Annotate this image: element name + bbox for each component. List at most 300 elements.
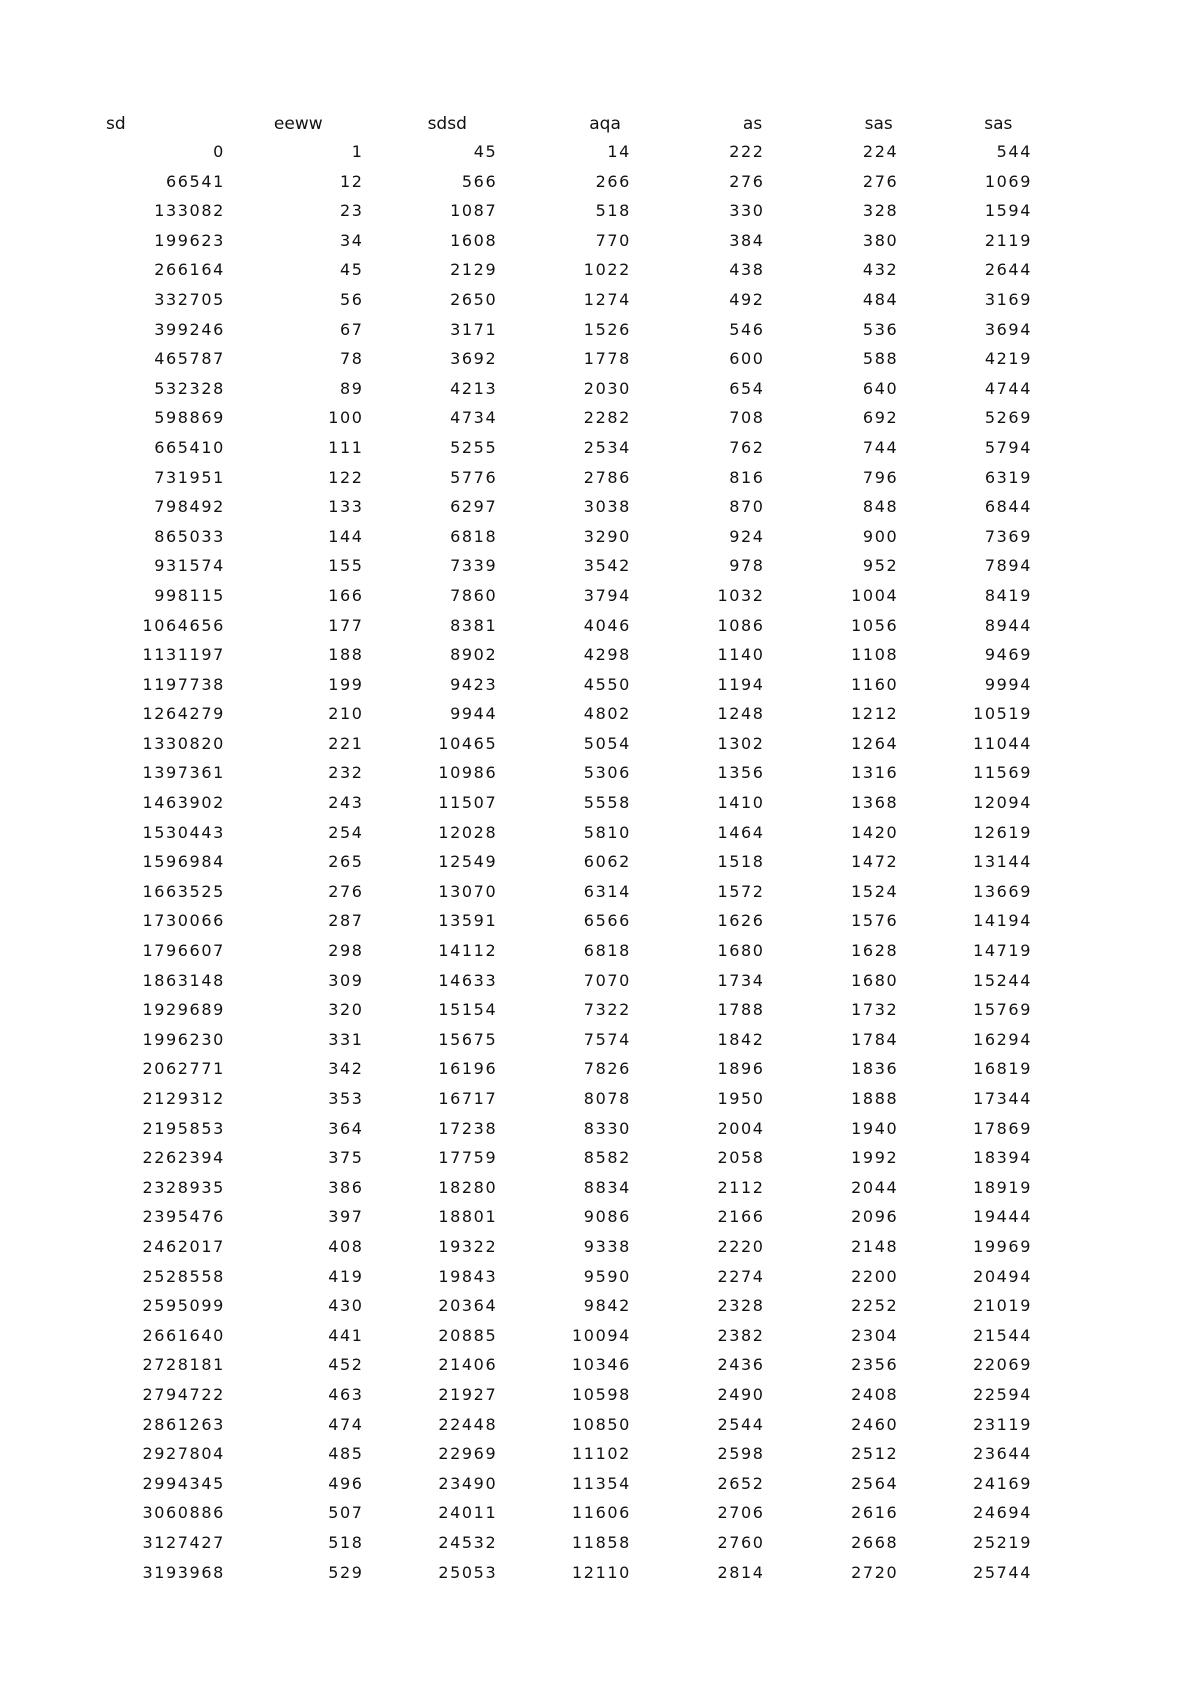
table-cell: 1778 — [583, 349, 631, 369]
table-cell: 1274 — [583, 289, 631, 309]
table-cell: 11102 — [572, 1444, 631, 1464]
table-cell: 144 — [328, 526, 364, 546]
table-cell: 2598 — [717, 1444, 765, 1464]
table-row — [96, 906, 1036, 936]
table-cell: 2544 — [717, 1414, 765, 1434]
table-cell: 13070 — [438, 881, 498, 901]
table-cell: 21927 — [438, 1384, 498, 1404]
table-row — [96, 551, 1036, 581]
column-header-sas-2: sas — [984, 114, 1013, 134]
table-cell: 199 — [328, 674, 364, 694]
table-cell: 1064656 — [142, 615, 225, 635]
table-cell: 89 — [340, 378, 364, 398]
table-row — [96, 315, 1036, 345]
table-cell: 353 — [328, 1089, 364, 1108]
table-cell: 21544 — [973, 1325, 1032, 1345]
table-cell: 10465 — [438, 733, 498, 753]
table-cell: 2512 — [851, 1444, 899, 1464]
table-cell: 692 — [862, 408, 899, 428]
table-cell: 4219 — [984, 349, 1032, 369]
table-cell: 1316 — [851, 763, 899, 783]
table-cell: 1996230 — [142, 1029, 225, 1049]
table-cell: 7826 — [583, 1059, 631, 1079]
table-cell: 16196 — [438, 1059, 498, 1079]
table-cell: 9423 — [450, 674, 498, 694]
table-cell: 6314 — [583, 881, 631, 901]
table-cell: 17238 — [438, 1118, 498, 1138]
table-cell: 15769 — [973, 1000, 1032, 1020]
header-row — [96, 111, 1036, 137]
table-cell: 1330820 — [142, 733, 225, 753]
table-cell: 1594 — [984, 201, 1032, 221]
table-cell: 1410 — [717, 793, 765, 813]
table-cell: 11606 — [572, 1503, 631, 1523]
table-cell: 2262394 — [142, 1148, 225, 1168]
table-cell: 9590 — [583, 1266, 631, 1286]
table-row — [96, 1232, 1036, 1262]
table-cell: 18280 — [438, 1177, 498, 1197]
table-row — [96, 670, 1036, 700]
table-cell: 1140 — [717, 645, 765, 665]
table-row — [96, 1528, 1036, 1558]
table-cell: 380 — [862, 230, 899, 250]
table-cell: 25744 — [973, 1562, 1032, 1582]
table-cell: 6297 — [450, 497, 498, 517]
table-cell: 16819 — [973, 1059, 1032, 1079]
table-cell: 4734 — [450, 408, 498, 428]
table-cell: 25053 — [438, 1562, 498, 1582]
table-cell: 1022 — [583, 260, 631, 280]
table-cell: 5810 — [583, 822, 631, 842]
table-row — [96, 758, 1036, 788]
table-cell: 1248 — [717, 704, 765, 724]
table-cell: 1086 — [717, 615, 765, 635]
table-cell: 243 — [328, 793, 364, 813]
table-cell: 78 — [340, 349, 364, 369]
column-header-sd: sd — [106, 114, 126, 134]
table-cell: 2460 — [851, 1414, 899, 1434]
table-cell: 2616 — [851, 1503, 899, 1523]
table-cell: 9994 — [984, 674, 1032, 694]
table-cell: 25219 — [973, 1532, 1032, 1552]
table-cell: 11569 — [973, 763, 1032, 783]
table-row — [96, 1380, 1036, 1410]
table-cell: 10598 — [572, 1384, 631, 1404]
table-cell: 1087 — [450, 201, 498, 221]
table-row — [96, 1114, 1036, 1144]
table-cell: 1463902 — [142, 793, 225, 813]
table-cell: 1572 — [717, 881, 765, 901]
table-cell: 8582 — [583, 1148, 631, 1168]
table-cell: 16294 — [973, 1029, 1032, 1049]
table-cell: 287 — [328, 911, 364, 931]
table-cell: 5794 — [984, 437, 1032, 457]
table-cell: 7070 — [583, 970, 631, 990]
table-row — [96, 936, 1036, 966]
table-cell: 2595099 — [142, 1296, 225, 1316]
column-header-sdsd: sdsd — [427, 114, 467, 134]
table-cell: 4744 — [984, 378, 1032, 398]
table-cell: 4298 — [583, 645, 631, 665]
table-cell: 9842 — [583, 1296, 631, 1316]
table-cell: 10850 — [572, 1414, 631, 1434]
table-cell: 1524 — [851, 881, 899, 901]
table-row — [96, 522, 1036, 552]
table-cell: 397 — [328, 1207, 364, 1227]
table-cell: 2994345 — [142, 1473, 225, 1493]
table-row — [96, 433, 1036, 463]
table-cell: 3127427 — [142, 1532, 225, 1552]
table-cell: 18801 — [438, 1207, 498, 1227]
table-cell: 8902 — [450, 645, 498, 665]
table-cell: 1732 — [851, 1000, 899, 1020]
table-cell: 10986 — [438, 763, 498, 783]
table-cell: 1784 — [851, 1029, 899, 1049]
table-cell: 7860 — [450, 585, 498, 605]
table-cell: 2058 — [717, 1148, 765, 1168]
table-cell: 384 — [729, 230, 765, 250]
table-cell: 1992 — [851, 1148, 899, 1168]
table-cell: 11507 — [438, 793, 498, 813]
table-cell: 8078 — [583, 1089, 631, 1108]
table-cell: 2252 — [851, 1296, 899, 1316]
table-cell: 2304 — [851, 1325, 899, 1345]
table-row — [96, 966, 1036, 996]
table-cell: 430 — [328, 1296, 364, 1316]
table-cell: 22969 — [438, 1444, 498, 1464]
table-cell: 15244 — [973, 970, 1032, 990]
table-cell: 1 — [351, 142, 364, 161]
table-row — [96, 1469, 1036, 1499]
table-row — [96, 729, 1036, 759]
table-cell: 364 — [328, 1118, 364, 1138]
table-row — [96, 374, 1036, 404]
table-row — [96, 1498, 1036, 1528]
table-cell: 2408 — [851, 1384, 899, 1404]
table-row — [96, 847, 1036, 877]
table-cell: 870 — [729, 497, 765, 517]
table-cell: 1197738 — [142, 674, 225, 694]
table-cell: 1264 — [851, 733, 899, 753]
table-cell: 399246 — [154, 319, 225, 339]
table-cell: 1264279 — [142, 704, 225, 724]
table-cell: 463 — [328, 1384, 364, 1404]
table-cell: 2004 — [717, 1118, 765, 1138]
table-cell: 8381 — [450, 615, 498, 635]
table-cell: 13144 — [973, 852, 1032, 872]
table-cell: 276 — [729, 171, 765, 191]
table-cell: 2861263 — [142, 1414, 225, 1434]
table-cell: 3794 — [583, 585, 631, 605]
table-cell: 222 — [729, 142, 765, 161]
table-cell: 2112 — [717, 1177, 765, 1197]
table-cell: 438 — [729, 260, 765, 280]
table-cell: 2652 — [717, 1473, 765, 1493]
table-cell: 1397361 — [142, 763, 225, 783]
table-cell: 1004 — [851, 585, 899, 605]
table-cell: 546 — [729, 319, 765, 339]
table-cell: 23644 — [973, 1444, 1032, 1464]
table-cell: 21019 — [973, 1296, 1032, 1316]
table-cell: 17869 — [973, 1118, 1032, 1138]
table-row — [96, 463, 1036, 493]
table-cell: 2661640 — [142, 1325, 225, 1345]
table-cell: 100 — [328, 408, 364, 428]
table-cell: 731951 — [154, 467, 225, 487]
table-cell: 45 — [473, 142, 498, 161]
table-cell: 665410 — [154, 437, 225, 457]
table-row — [96, 1410, 1036, 1440]
table-cell: 2166 — [717, 1207, 765, 1227]
table-cell: 23490 — [438, 1473, 498, 1493]
table-cell: 9338 — [583, 1236, 631, 1256]
table-cell: 1863148 — [142, 970, 225, 990]
table-cell: 2927804 — [142, 1444, 225, 1464]
table-cell: 3694 — [984, 319, 1032, 339]
table-row — [96, 196, 1036, 226]
table-cell: 588 — [862, 349, 899, 369]
table-cell: 816 — [729, 467, 765, 487]
table-row — [96, 1350, 1036, 1380]
table-cell: 544 — [996, 142, 1032, 161]
table-cell: 12110 — [572, 1562, 631, 1582]
table-cell: 1730066 — [142, 911, 225, 931]
table-cell: 865033 — [154, 526, 225, 546]
table-cell: 3060886 — [142, 1503, 225, 1523]
column-header-aqa: aqa — [589, 114, 621, 134]
table-cell: 1608 — [450, 230, 498, 250]
table-cell: 2119 — [984, 230, 1032, 250]
table-cell: 9469 — [984, 645, 1032, 665]
table-cell: 11858 — [572, 1532, 631, 1552]
table-cell: 266 — [595, 171, 631, 191]
table-cell: 2274 — [717, 1266, 765, 1286]
table-cell: 2282 — [583, 408, 631, 428]
table-row — [96, 995, 1036, 1025]
table-row — [96, 226, 1036, 256]
table-cell: 2030 — [583, 378, 631, 398]
table-cell: 496 — [328, 1473, 364, 1493]
table-cell: 23119 — [973, 1414, 1032, 1434]
table-cell: 155 — [328, 556, 364, 576]
table-cell: 20494 — [973, 1266, 1032, 1286]
table-cell: 1628 — [851, 941, 899, 961]
table-cell: 122 — [328, 467, 364, 487]
table-cell: 2200 — [851, 1266, 899, 1286]
table-cell: 1472 — [851, 852, 899, 872]
table-cell: 2382 — [717, 1325, 765, 1345]
table-cell: 924 — [729, 526, 765, 546]
table-cell: 2644 — [984, 260, 1032, 280]
table-cell: 3542 — [583, 556, 631, 576]
table-cell: 900 — [862, 526, 899, 546]
table-cell: 2462017 — [142, 1236, 225, 1256]
table-cell: 2395476 — [142, 1207, 225, 1227]
table-cell: 566 — [461, 171, 498, 191]
table-cell: 1950 — [717, 1089, 765, 1108]
table-cell: 342 — [328, 1059, 364, 1079]
table-cell: 332705 — [154, 289, 225, 309]
table-cell: 166 — [328, 585, 364, 605]
table-cell: 474 — [328, 1414, 364, 1434]
table-cell: 2436 — [717, 1355, 765, 1375]
table-cell: 10519 — [973, 704, 1032, 724]
table-cell: 952 — [862, 556, 899, 576]
table-cell: 12094 — [973, 793, 1032, 813]
table-cell: 598869 — [154, 408, 225, 428]
table-row — [96, 255, 1036, 285]
table-cell: 6319 — [984, 467, 1032, 487]
table-row — [96, 167, 1036, 197]
table-cell: 998115 — [154, 585, 225, 605]
table-row — [96, 344, 1036, 374]
table-cell: 19843 — [438, 1266, 498, 1286]
table-cell: 14112 — [438, 941, 498, 961]
table-cell: 2706 — [717, 1503, 765, 1523]
table-cell: 67 — [340, 319, 364, 339]
table-cell: 2668 — [851, 1532, 899, 1552]
table-cell: 1596984 — [142, 852, 225, 872]
table-cell: 7894 — [984, 556, 1032, 576]
table-cell: 654 — [729, 378, 765, 398]
table-cell: 1888 — [851, 1089, 899, 1108]
table-cell: 432 — [862, 260, 899, 280]
table-cell: 1796607 — [142, 941, 225, 961]
table-cell: 1069 — [984, 171, 1032, 191]
table-cell: 5776 — [450, 467, 498, 487]
table-cell: 24169 — [973, 1473, 1032, 1493]
table-row — [96, 285, 1036, 315]
table-cell: 2148 — [851, 1236, 899, 1256]
table-cell: 4802 — [583, 704, 631, 724]
table-row — [96, 818, 1036, 848]
table-cell: 1836 — [851, 1059, 899, 1079]
table-cell: 1734 — [717, 970, 765, 990]
table-cell: 20364 — [438, 1296, 498, 1316]
table-cell: 6818 — [450, 526, 498, 546]
table-cell: 328 — [862, 201, 899, 221]
table-cell: 452 — [328, 1355, 364, 1375]
table-cell: 221 — [328, 733, 364, 753]
table-cell: 13669 — [973, 881, 1032, 901]
table-row — [96, 1262, 1036, 1292]
table-cell: 2534 — [583, 437, 631, 457]
table-cell: 9944 — [450, 704, 498, 724]
table-cell: 2786 — [583, 467, 631, 487]
table-cell: 24532 — [438, 1532, 498, 1552]
table-row — [96, 611, 1036, 641]
table-cell: 2062771 — [142, 1059, 225, 1079]
table-cell: 7574 — [583, 1029, 631, 1049]
table-cell: 276 — [862, 171, 899, 191]
table-cell: 7322 — [583, 1000, 631, 1020]
table-cell: 4550 — [583, 674, 631, 694]
table-cell: 254 — [328, 822, 364, 842]
table-cell: 708 — [729, 408, 765, 428]
table-cell: 1464 — [717, 822, 765, 842]
table-cell: 8944 — [984, 615, 1032, 635]
table-cell: 22594 — [973, 1384, 1032, 1404]
table-cell: 375 — [328, 1148, 364, 1168]
table-cell: 14194 — [973, 911, 1032, 931]
column-header-sas-1: sas — [864, 114, 893, 134]
table-cell: 210 — [328, 704, 364, 724]
table-cell: 17344 — [973, 1089, 1032, 1108]
table-cell: 14633 — [438, 970, 498, 990]
table-cell: 45 — [340, 260, 364, 280]
table-cell: 13591 — [438, 911, 498, 931]
table-cell: 3171 — [450, 319, 498, 339]
table-cell: 23 — [340, 201, 364, 221]
table-cell: 1108 — [851, 645, 899, 665]
table-row — [96, 581, 1036, 611]
table-cell: 1356 — [717, 763, 765, 783]
table-cell: 12549 — [438, 852, 498, 872]
table-body — [96, 137, 1036, 1587]
table-cell: 6062 — [583, 852, 631, 872]
table-cell: 2356 — [851, 1355, 899, 1375]
table-cell: 507 — [328, 1503, 364, 1523]
table-cell: 11044 — [973, 733, 1032, 753]
table-cell: 6844 — [984, 497, 1032, 517]
table-row — [96, 1054, 1036, 1084]
table-cell: 419 — [328, 1266, 364, 1286]
table-row — [96, 877, 1036, 907]
table-row — [96, 1025, 1036, 1055]
table-cell: 10346 — [572, 1355, 631, 1375]
table-cell: 177 — [328, 615, 364, 635]
table-cell: 133082 — [154, 201, 225, 221]
table-cell: 1032 — [717, 585, 765, 605]
table-row — [96, 640, 1036, 670]
table-cell: 2220 — [717, 1236, 765, 1256]
table-row — [96, 1439, 1036, 1469]
table-row — [96, 492, 1036, 522]
table-cell: 600 — [729, 349, 765, 369]
table-cell: 3038 — [583, 497, 631, 517]
table-cell: 2044 — [851, 1177, 899, 1197]
table-cell: 1626 — [717, 911, 765, 931]
table-cell: 7369 — [984, 526, 1032, 546]
table-cell: 3692 — [450, 349, 498, 369]
table-cell: 5558 — [583, 793, 631, 813]
table-cell: 133 — [328, 497, 364, 517]
table-cell: 1788 — [717, 1000, 765, 1020]
table-cell: 640 — [862, 378, 899, 398]
table-cell: 34 — [340, 230, 364, 250]
table-cell: 762 — [729, 437, 765, 457]
table-cell: 19969 — [973, 1236, 1032, 1256]
table-row — [96, 1202, 1036, 1232]
table-cell: 6818 — [583, 941, 631, 961]
table-cell: 188 — [328, 645, 364, 665]
table-cell: 1056 — [851, 615, 899, 635]
table-cell: 266164 — [154, 260, 225, 280]
table-cell: 931574 — [154, 556, 225, 576]
table-cell: 1194 — [717, 674, 765, 694]
table-cell: 1212 — [851, 704, 899, 724]
table-cell: 1518 — [717, 852, 765, 872]
table-cell: 2650 — [450, 289, 498, 309]
table-cell: 1530443 — [142, 822, 225, 842]
table-cell: 2814 — [717, 1562, 765, 1582]
table-cell: 485 — [328, 1444, 364, 1464]
table-cell: 11354 — [572, 1473, 631, 1493]
table-cell: 56 — [340, 289, 364, 309]
table-cell: 1576 — [851, 911, 899, 931]
table-cell: 1420 — [851, 822, 899, 842]
table-cell: 12 — [340, 171, 364, 191]
